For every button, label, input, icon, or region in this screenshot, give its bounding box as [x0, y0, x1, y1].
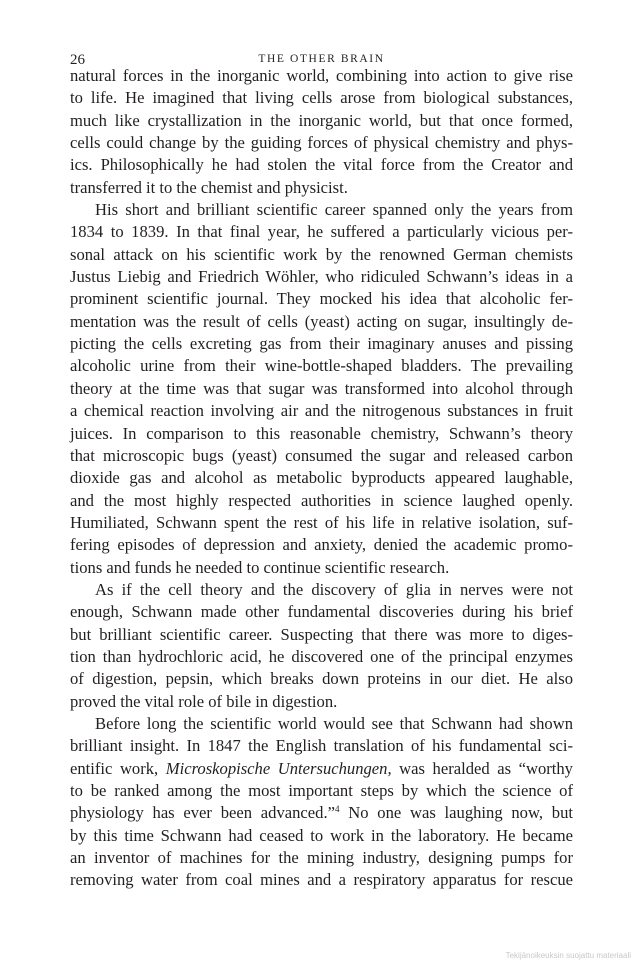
footnote-marker[interactable]: 4 — [334, 804, 340, 815]
text-line: mentation was the result of cells (yeast) acting on sugar, insultingly de- — [70, 311, 573, 331]
book-title: THE OTHER BRAIN — [258, 53, 385, 65]
text-line: and the most highly respected authorities in science laughed openly. — [70, 490, 573, 510]
text-line: His short and brilliant scientific career spanned only the years from — [95, 200, 573, 220]
paragraph — [70, 65, 573, 199]
text-line: but brilliant scientific career. Suspecting that there was more to diges- — [70, 624, 573, 644]
text-line: dioxide gas and alcohol as metabolic byproducts appeared laughable, — [70, 468, 573, 488]
body-text — [70, 65, 573, 892]
text-line: brilliant insight. In 1847 the English translation of his fundamental sci- — [70, 736, 573, 756]
paragraph — [70, 579, 573, 713]
text-line: tions and funds he needed to continue scientific research. — [70, 557, 450, 577]
copyright-watermark: Tekijänoikeuksin suojattu materiaali — [505, 951, 631, 960]
text-line: Humiliated, Schwann spent the rest of his life in relative isolation, suf- — [70, 512, 573, 532]
paragraph — [70, 713, 573, 892]
book-title-italic: Microskopische Untersuchungen, — [165, 758, 392, 778]
text-line: picting the cells excreting gas from their imaginary anuses and pissing — [70, 334, 573, 354]
text-line: tion than hydrochloric acid, he discovered one of the principal enzymes — [70, 646, 573, 666]
text-line: ics. Philosophically he had stolen the vital force from the Creator and — [70, 155, 573, 175]
text-line: transferred it to the chemist and physicist. — [70, 177, 348, 197]
text-line: As if the cell theory and the discovery of glia in nerves were not — [95, 579, 573, 599]
text-line: alcoholic urine from their wine-bottle-shaped bladders. The prevailing — [70, 356, 573, 376]
text-line: by this time Schwann had ceased to work in the laboratory. He became — [70, 825, 573, 845]
text-line: theory at the time was that sugar was transformed into alcohol through — [70, 378, 573, 398]
page-number: 26 — [70, 52, 85, 68]
text-line: cells could change by the guiding forces of physical chemistry and phys- — [70, 133, 573, 153]
text-line: Justus Liebig and Friedrich Wöhler, who ridiculed Schwann’s ideas in a — [70, 267, 573, 287]
paragraph — [70, 199, 573, 579]
text-line: natural forces in the inorganic world, combining into action to give rise — [70, 66, 573, 85]
text-line: of digestion, pepsin, which breaks down proteins in our diet. He also — [70, 669, 573, 689]
text-line: entific work, Microskopische Untersuchungen, was heralded as “worthy — [70, 758, 573, 778]
text-line: that microscopic bugs (yeast) consumed the sugar and released carbon — [70, 445, 573, 465]
text-line: Before long the scientific world would see that Schwann had shown — [95, 713, 573, 733]
text-line: proved the vital role of bile in digestion. — [70, 691, 338, 711]
text-line: enough, Schwann made other fundamental discoveries during his brief — [70, 602, 573, 622]
text-line: an inventor of machines for the mining industry, designing pumps for — [70, 848, 573, 868]
text-line: juices. In comparison to this reasonable chemistry, Schwann’s theory — [70, 423, 573, 443]
text-line: prominent scientific journal. They mocked his idea that alcoholic fer- — [70, 289, 573, 309]
text-line: removing water from coal mines and a respiratory apparatus for rescue — [70, 870, 573, 890]
text-line: physiology has ever been advanced.”$^4$ No one was laughing now, but — [70, 803, 574, 823]
text-line: a chemical reaction involving air and the nitrogenous substances in fruit — [70, 401, 573, 421]
text-line: to be ranked among the most important steps by which the science of — [70, 781, 573, 800]
text-line: to life. He imagined that living cells arose from biological substances, — [70, 88, 573, 108]
text-line: sonal attack on his scientific work by the renowned German chemists — [70, 244, 573, 264]
text-line: fering episodes of depression and anxiety, denied the academic promo- — [70, 535, 573, 555]
text-line: much like crystallization in the inorganic world, but that once formed, — [70, 110, 573, 130]
text-line: 1834 to 1839. In that final year, he suffered a particularly vicious per- — [70, 222, 573, 242]
